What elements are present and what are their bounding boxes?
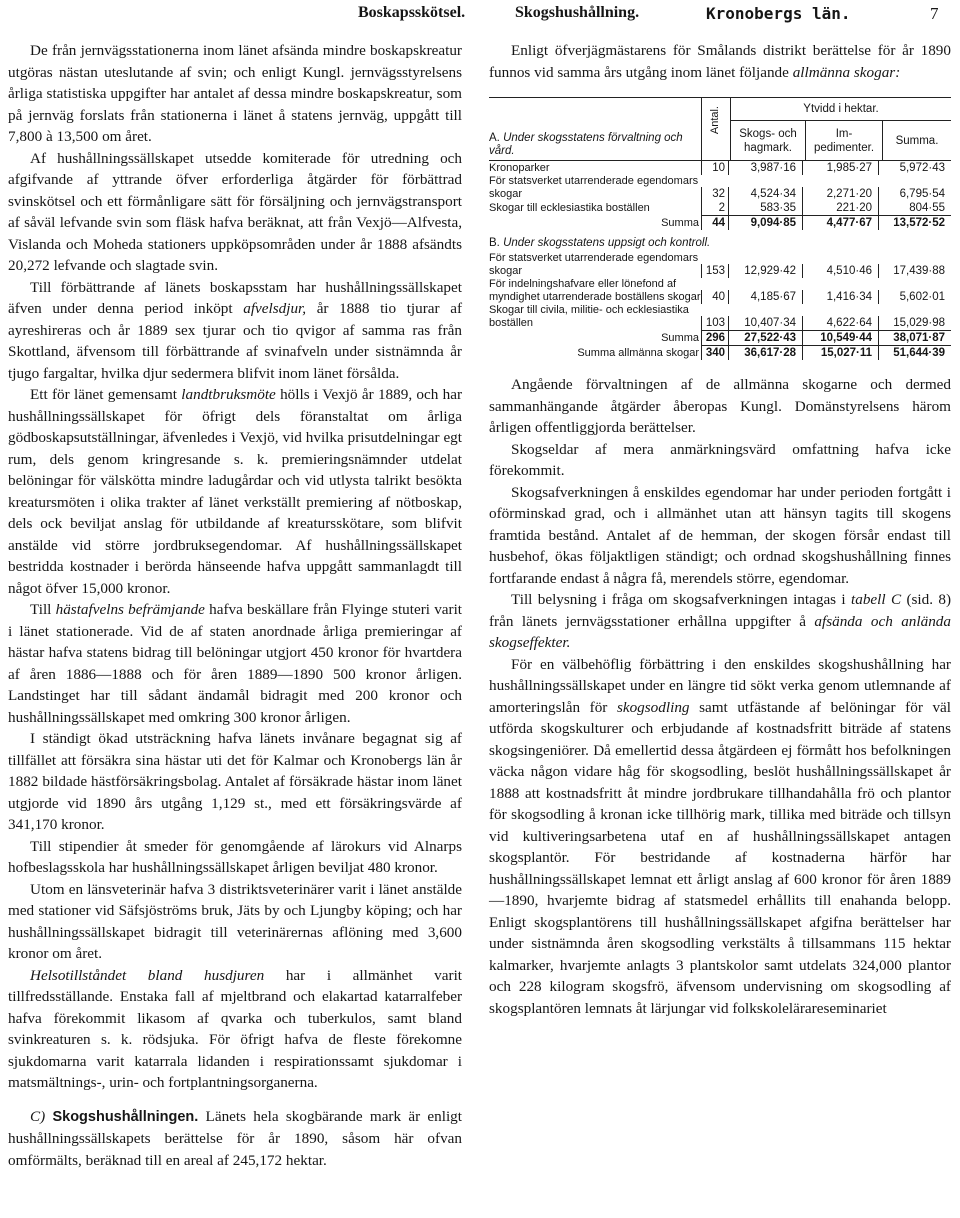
section-c-paragraph: C) Skogshushållningen. Länets hela skogbärande mark är enligt hushållningssällskapets berättelse för år 1890, såsom här ofvan omförmälts, beräknad till en areal af 245,172 hektar.: [8, 1107, 462, 1169]
paragraph: Till hästafvelns befrämjande hafva beskällare från Flyinge stuteri varit i länet stationerade. Vid de af staten anordnade årliga premieringar af hästar hafva statens bidrag till belöningar utgjort 450 kronor för hvartdera af åren 1886—1888 och för åren 1889—1890 500 kronor årligen. Landstinget har till sådant ändamål bidragit med 200 kronor och hushållningssällskapet med omkring 300 kronor årligen.: [8, 601, 463, 726]
table-cell-sum: 804·55: [909, 202, 945, 214]
table-cell-sum: 5,972·43: [899, 162, 945, 174]
section-a-heading: A. Under skogsstatens förvaltning och vård.: [489, 132, 683, 157]
column-header-antal: Antal.: [709, 106, 721, 135]
table-row: [489, 304, 951, 330]
table-cell-antal: 153: [701, 264, 729, 278]
table-cell-sum: 6,795·54: [899, 188, 945, 200]
right-column: [489, 40, 951, 1019]
paragraph: Till förbättrande af länets boskapsstam har hushållningssällskapet äfven under denna period inköpt afvelsdjur, år 1888 tio tjurar af ayreshireras och år 1889 sex tjurar och tio qvigor af samma ras från Skottland, äfvensom till förbättrande af svinafveln under sistnämnda år tjugo fargaltar, hvilka djur sedermera blifvit inom länet försålda.: [8, 278, 463, 382]
column-header-summa: Summa.: [895, 134, 939, 147]
table-cell-label: För statsverket utarrenderade egendomars skogar: [489, 175, 699, 200]
paragraph: Till stipendier åt smeder för genomgående af lärokurs vid Alnarps hofbeslagsskola har hushållningssällskapet årligen beviljat 480 kronor.: [8, 837, 462, 876]
table-cell-imp: 4,510·46: [803, 264, 879, 278]
table-cell-skog: 3,987·16: [729, 161, 803, 175]
table-cell-skog: 583·35: [729, 201, 803, 215]
section-heading: Skogshushållningen.: [52, 1108, 199, 1125]
table-row-sum-a: Summa 44 9,094·85 4,477·67 13,572·52: [489, 215, 951, 230]
table-cell-skog: 4,185·67: [729, 290, 803, 304]
running-title-middle: Skogshushållning.: [515, 4, 640, 21]
paragraph: För en välbehöflig förbättring i den enskildes skogshushållning har hushållningssällskapet under en längre tid sökt verka genom utlemnande af amorteringslån för skogsodling samt utfästande af belöningar för väl utförda skogskulturer och erbjudande af kostnadsfritt biträde af statens skogsingeniörer. Då emellertid dessa åtgärdeen ej förmått hos befolkningen väcka någon vidare håg för skogsodling, beslöt hushållningssällskapet år 1888 att kostnadsfritt åt mindre jordbrukare tillhandahålla frö och plantor för skogsodling å kronan icke tillhörig mark, tillika med biträde och tillsyn vid kultiveringsarbetena utaf en af hushållningssällskapet antagen skogsplantör. För bestridande af kostnaderna härför har hushållningssällskapet lemnat ett årligt anslag af 600 kronor för åren 1889—1890, hvarjemte bidrag af statsmedel erhållits till enahanda belopp. Enligt skogsplantörens till hushållningssällskapet afgifna berättelser har under sistnämnda åren skogsodling verkstälts å tillsammans 115 hektar kalmarker, hvarjemte anlagts 3 plantskolor samt utdelats 324,000 plantor och 228 kilogram skogsfrö, äfvensom undervisning om skogsodling af skogsplantören lemnats åt lärjungar vid folkskolelärareseminariet: [489, 655, 951, 1017]
table-cell-imp: 1,416·34: [803, 290, 879, 304]
table-cell-label: För statsverket utarrenderade egendomars skogar: [489, 252, 699, 277]
section-b-rows: [489, 252, 951, 330]
left-column: [8, 40, 462, 1171]
table-cell-sum: 15,029·98: [893, 317, 945, 329]
table-cell-label: För indelningshafvare eller lönefond af myndighet utarrenderade boställens skogar: [489, 278, 701, 303]
paragraph: Helsotillståndet bland husdjuren har i allmänhet varit tillfredsställande. Enstaka fall af mjeltbrand och elakartad katarralfeber hafva förekommit likasom af qvarka och tuberkulos, samt bland svinkreaturen s. k. rödsjuka. För öfrigt hafva de fleste förekomne sjukdomarna varit katarrala lidanden i respirationssamt sjukdomar i matsmältnings-, urin- och fortplantningsorganerna.: [8, 966, 463, 1091]
table-cell-antal: 103: [701, 316, 729, 330]
table-cell-antal: 32: [701, 187, 729, 201]
section-b-heading: B. Under skogsstatens uppsigt och kontroll.: [489, 237, 711, 249]
paragraph: Enligt öfverjägmästarens för Smålands distrikt berättelse för år 1890 funnos vid samma års utgång inom länet följande allmänna skogar:: [489, 42, 951, 81]
paragraph: Ett för länet gemensamt landtbruksmöte hölls i Vexjö år 1889, och har hushållningssällskapet för öfrigt dels föranstaltat om årliga gödboskapsutställningar, äfvenledes i Vexjö, vid hvilka prisutdelningar egt rum, dels genom kringresande s. k. premieringsnämnder utdelat belöningar för välskötta mindre ladugårdar och vid utlysta talrikt besökta kreatursmöten i olika trakter af länet verkställt premiering af nötboskap, dels ock beviljat anslag för utbildande af kreatursskötare, som blifvit anstälde vid större jordbruksegendomar. Af hushållningssällskapet bestridda kostnader i berörda hänseende hafva uppgått sammanlagdt till något öfver 15,000 kronor.: [8, 386, 463, 597]
table-row: [489, 278, 951, 304]
table-cell-antal: 40: [701, 290, 729, 304]
paragraph: Skogseldar af mera anmärkningsvärd omfattning hafva icke förekommit.: [489, 440, 951, 479]
table-cell-label: Skogar till civila, militie- och ecklesiastika boställen: [489, 304, 689, 329]
paragraph: Skogsafverkningen å enskildes egendomar har under perioden fortgått i oförminskad grad, och i allmänhet utan att hänsyn tagits till skogens framtida bestånd. Antalet af de hemman, der skogen försår endast till husbehof, ökas följaktligen ständigt; och ordnad skogshushållning finnes fortfarande endast å några få, merendels större, egendomar.: [489, 483, 951, 587]
table-row: [489, 201, 951, 215]
table-row: [489, 252, 951, 278]
section-a-rows: [489, 161, 951, 215]
paragraph: Angående förvaltningen af de allmänna skogarne och dermed sammanhängande åtgärder åberopas Kungl. Domänstyrelsens härom årligen offentliggjorda berättelser.: [489, 376, 951, 436]
table-cell-imp: 4,622·64: [803, 316, 879, 330]
page-number: 7: [930, 4, 939, 23]
table-cell-skog: 12,929·42: [729, 264, 803, 278]
table-row: [489, 161, 951, 175]
column-header-skogsmark: Skogs- och hagmark.: [731, 121, 806, 160]
table-cell-label: Skogar till ecklesiastika boställen: [489, 202, 650, 214]
table-cell-skog: 10,407·34: [729, 316, 803, 330]
page-header: [0, 4, 960, 30]
table-row: [489, 175, 951, 201]
paragraph: Af hushållningssällskapet utsedde komiterade för utredning och afgifvande af yttrande öfver erforderliga åtgärder för förbättrad svinskötsel och ett förmånligare sätt för försäljning och jernvägstransport af såväl lefvande svin som fläsk hafva beräknat, att från Vexjö—Alfvesta, Vislanda och Moheda stationers uppköpsområden under år 1888 afsändts 20,272 lefvande och slagtade svin.: [8, 149, 462, 274]
table-cell-imp: 2,271·20: [803, 187, 879, 201]
column-header-impedimenter: Im-pedimenter.: [806, 121, 883, 160]
paragraph: Till belysning i fråga om skogsafverkningen intagas i tabell C (sid. 8) från länets jernvägsstationer erhållna uppgifter å afsända och anlända skogseffekter.: [489, 591, 952, 651]
table-header: [489, 97, 951, 161]
forest-table: [489, 97, 951, 360]
table-cell-imp: 221·20: [803, 201, 879, 215]
table-cell-skog: 4,524·34: [729, 187, 803, 201]
table-cell-sum: 17,439·88: [893, 265, 945, 277]
table-row-sum-b: Summa 296 27,522·43 10,549·44 38,071·87: [489, 330, 951, 345]
table-row-grand-total: Summa allmänna skogar 340 36,617·28 15,027·11 51,644·39: [489, 345, 951, 360]
running-title-left: Boskapsskötsel.: [358, 4, 466, 21]
paragraph: I ständigt ökad utsträckning hafva länets invånare begagnat sig af tillfället att försäkra sina hästar uti det för Kalmar och Kronobergs län år 1882 bildade hästförsäkringsbolag. Antalet af försäkrade hästar inom länet utgjorde vid 1890 års utgång 1,129 st., med ett försäkringsvärde af 341,170 kronor.: [8, 730, 462, 833]
running-title-county: Kronobergs län.: [706, 4, 851, 23]
table-cell-antal: 2: [701, 201, 729, 215]
table-cell-imp: 1,985·27: [803, 161, 879, 175]
paragraph: Utom en länsveterinär hafva 3 distriktsveterinärer varit i länet anstälde med stationer vid Säfsjöströms bruk, Jäts by och Ljungby köping; och har hushållningssällskapet bidragit till veterinärernas aflöning med 3,600 kronor om året.: [8, 880, 462, 962]
table-cell-label: Kronoparker: [489, 162, 550, 174]
section-label: C): [30, 1107, 46, 1125]
table-cell-antal: 10: [701, 161, 729, 175]
column-header-ytvidd: Ytvidd i hektar.: [731, 98, 951, 121]
table-cell-sum: 5,602·01: [899, 291, 945, 303]
paragraph: De från jernvägsstationerna inom länet afsända mindre boskapskreatur utgöras nästan uteslutande af svin; och enligt Kungl. jernvägsstyrelsens årliga statistiska uppgifter har antalet af dessa mindre boskapskreatur, som på jernväg forslats från stationerna i länet å statens jernväg, uppgått till 7,800 à 13,500 om året.: [8, 42, 462, 145]
